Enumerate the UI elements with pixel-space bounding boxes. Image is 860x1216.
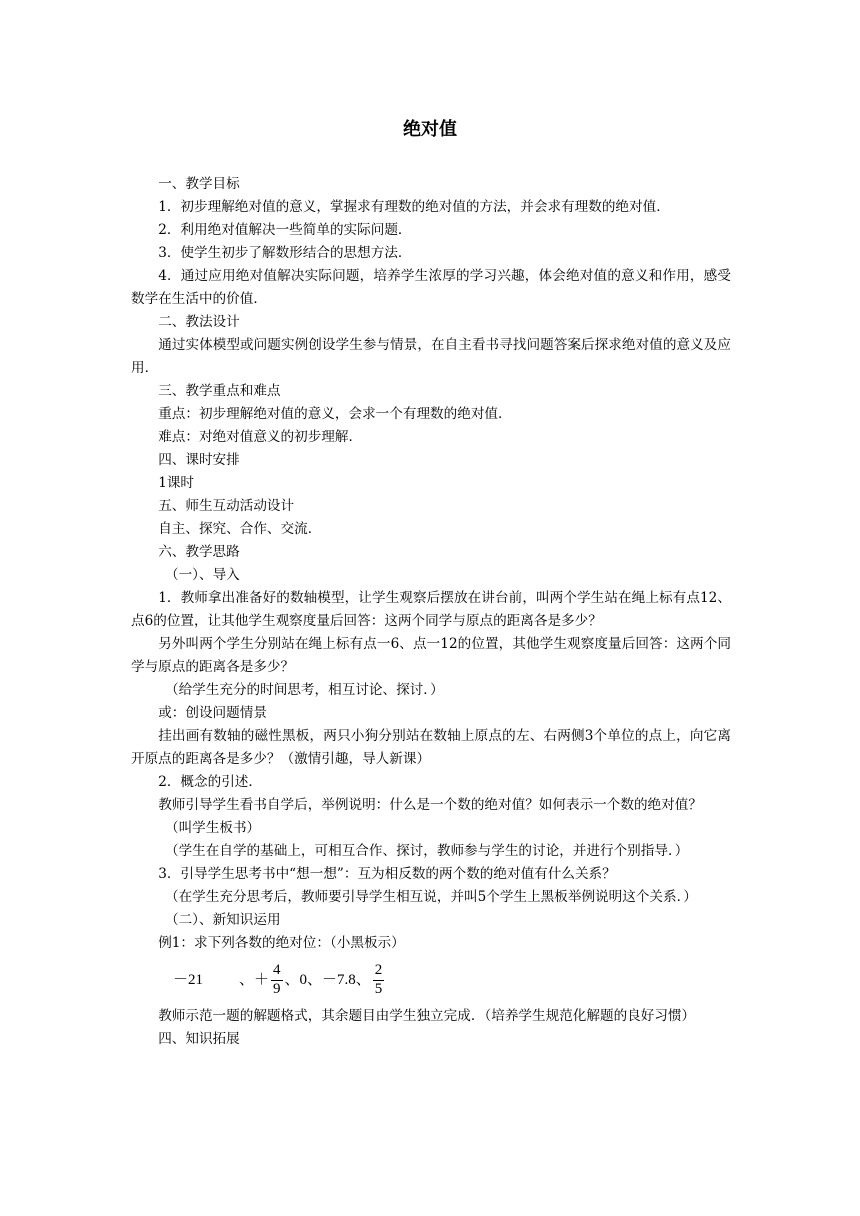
paragraph: 难点：对绝对值意义的初步理解． bbox=[158, 429, 363, 445]
paragraph: 重点：初步理解绝对值的意义，会求一个有理数的绝对值． bbox=[158, 406, 512, 422]
math-term: 、0、－7.8、 bbox=[284, 971, 371, 988]
paragraph: 4．通过应用绝对值解决实际问题，培养学生浓厚的学习兴趣，体会绝对值的意义和作用，感受数学在生活中的价值． bbox=[131, 268, 731, 307]
document-title: 绝对值 bbox=[403, 119, 457, 140]
paragraph: （叫学生板书） bbox=[165, 820, 261, 836]
section-heading: 三、教学重点和难点 bbox=[158, 383, 281, 399]
paragraph: 2．利用绝对值解决一些简单的实际问题． bbox=[158, 222, 412, 238]
section-heading: 二、教法设计 bbox=[158, 314, 240, 330]
math-term: －21 bbox=[173, 971, 204, 988]
section-heading: 六、教学思路 bbox=[158, 544, 240, 560]
paragraph: 或：创设问题情景 bbox=[158, 705, 267, 721]
paragraph: 2．概念的引述． bbox=[158, 774, 262, 790]
math-expression bbox=[131, 955, 731, 1005]
section-heading: 一、教学目标 bbox=[158, 176, 240, 192]
paragraph: 另外叫两个学生分别站在绳上标有点一6、点一12的位置，其他学生观察度量后回答：这两个同学与原点的距离各是多少？ bbox=[131, 636, 731, 675]
fraction-numerator: 4 bbox=[271, 962, 283, 980]
paragraph: 挂出画有数轴的磁性黑板，两只小狗分别站在数轴上原点的左、右两侧3个单位的点上，向它离开原点的距离各是多少？（激情引趣，导人新课） bbox=[131, 728, 731, 767]
fraction-numerator: 2 bbox=[373, 962, 385, 980]
paragraph: （学生在自学的基础上，可相互合作、探讨，教师参与学生的讨论，并进行个别指导．） bbox=[165, 843, 689, 859]
fraction-denominator: 5 bbox=[374, 980, 383, 997]
paragraph: （给学生充分的时间思考，相互讨论、探讨．） bbox=[165, 682, 444, 698]
subsection-heading: （一）、导入 bbox=[165, 567, 240, 583]
subsection-heading: （二）、新知识运用 bbox=[165, 912, 281, 928]
paragraph: 3．使学生初步了解数形结合的思想方法． bbox=[158, 245, 412, 261]
paragraph: 例1：求下列各数的绝对位：（小黑板示） bbox=[158, 935, 405, 951]
paragraph: 自主、探究、合作、交流． bbox=[158, 521, 322, 537]
section-heading: 四、知识拓展 bbox=[158, 1031, 240, 1047]
fraction bbox=[373, 962, 385, 998]
paragraph: 1．初步理解绝对值的意义，掌握求有理数的绝对值的方法，并会求有理数的绝对值． bbox=[158, 199, 670, 215]
fraction bbox=[271, 962, 283, 998]
paragraph: 1．教师拿出准备好的数轴模型，让学生观察后摆放在讲台前，叫两个学生站在绳上标有点12、点6的位置，让其他学生观察度量后回答：这两个同学与原点的距离各是多少？ bbox=[131, 590, 731, 629]
paragraph: 3．引导学生思考书中“想一想”：互为相反数的两个数的绝对值有什么关系？ bbox=[158, 866, 616, 882]
paragraph: 通过实体模型或问题实例创设学生参与情景，在自主看书寻找问题答案后探求绝对值的意义及应用． bbox=[131, 337, 731, 376]
paragraph: 教师引导学生看书自学后，举例说明：什么是一个数的绝对值？如何表示一个数的绝对值？ bbox=[158, 797, 702, 813]
fraction-denominator: 9 bbox=[273, 980, 281, 997]
math-term: 、＋ bbox=[239, 971, 270, 988]
section-heading: 四、课时安排 bbox=[158, 452, 240, 468]
paragraph: 教师示范一题的解题格式，其余题目由学生独立完成．（培养学生规范化解题的良好习惯） bbox=[158, 1008, 696, 1024]
document-body bbox=[131, 173, 731, 1051]
section-heading: 五、师生互动活动设计 bbox=[158, 498, 295, 514]
paragraph: （在学生充分思考后，教师要引导学生相互说，并叫5个学生上黑板举例说明这个关系．） bbox=[165, 889, 698, 905]
paragraph: 1课时 bbox=[158, 475, 195, 491]
